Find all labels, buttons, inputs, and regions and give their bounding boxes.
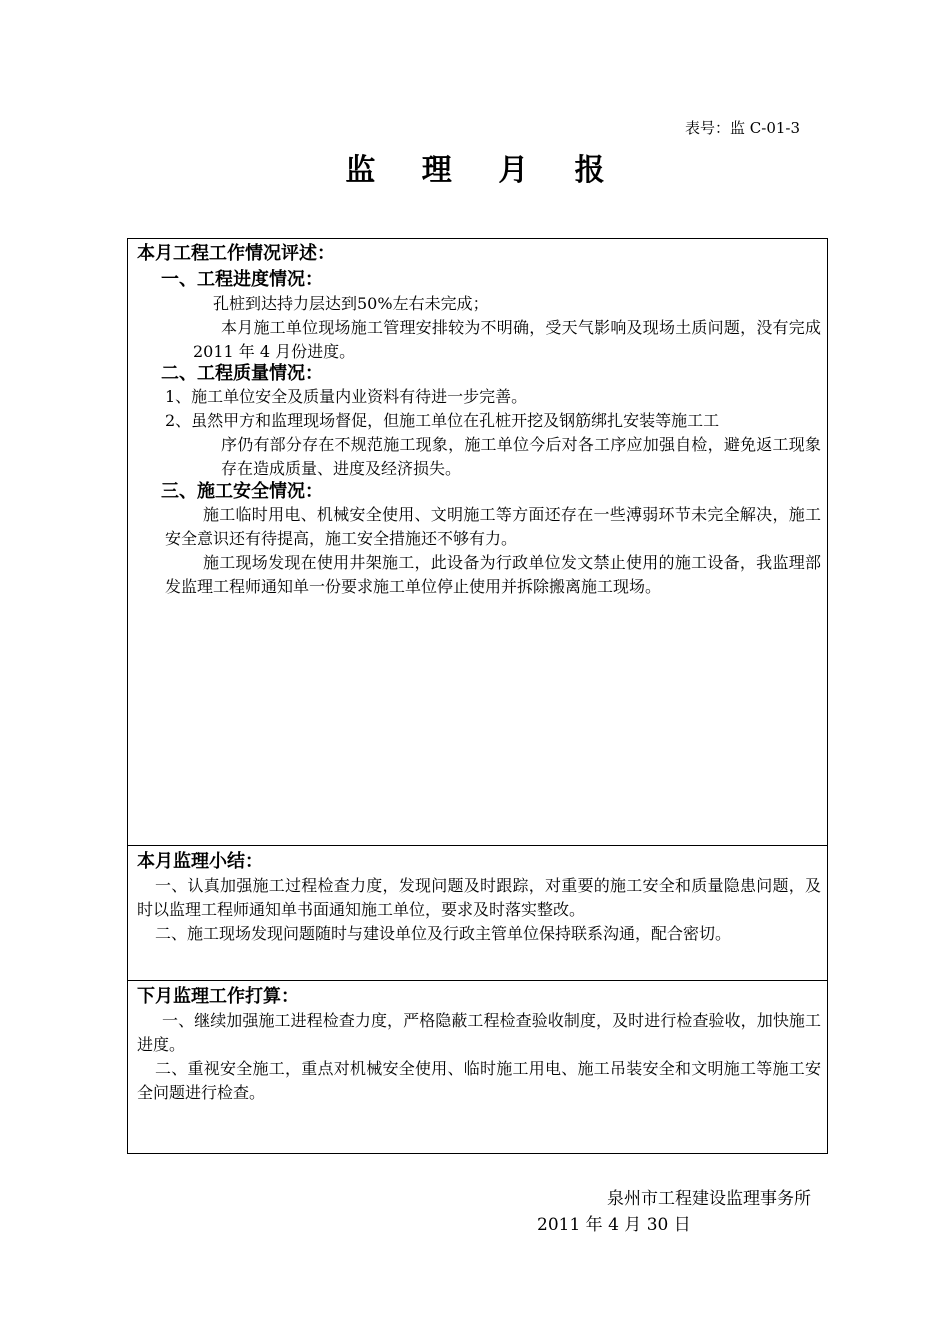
- monthly-summary-heading: 本月监理小结：: [137, 851, 263, 872]
- summary-paragraph-2: 二、施工现场发现问题随时与建设单位及行政主管单位保持联系沟通，配合密切。: [155, 924, 732, 943]
- work-review-section: [128, 239, 827, 846]
- document-title: 监 理 月 报: [345, 153, 623, 188]
- progress-paragraph: 本月施工单位现场施工管理安排较为不明确，受天气影响及现场土质问题，没有完成 2011 年 4 月份进度。: [193, 318, 821, 361]
- safety-heading: 三、施工安全情况：: [161, 481, 323, 502]
- plan-paragraph-1: 一、继续加强施工进程检查力度，严格隐蔽工程检查验收制度，及时进行检查验收，加快施工进度。: [137, 1011, 821, 1054]
- next-month-plan-section: [128, 981, 827, 1153]
- form-code: 表号：监 C-01-3: [685, 119, 801, 137]
- progress-heading: 一、工程进度情况：: [161, 269, 323, 290]
- safety-paragraph-1: 施工临时用电、机械安全使用、文明施工等方面还存在一些溥弱环节未完全解决，施工安全意识还有待提高，施工安全措施还不够有力。: [165, 505, 821, 548]
- report-table: [127, 238, 828, 1154]
- work-review-heading: 本月工程工作情况评述：: [137, 243, 335, 264]
- quality-item-1: 1、施工单位安全及质量内业资料有待进一步完善。: [165, 387, 528, 406]
- summary-paragraph-1: 一、认真加强施工过程检查力度，发现问题及时跟踪，对重要的施工安全和质量隐患问题，及时以监理工程师通知单书面通知施工单位，要求及时落实整改。: [137, 876, 821, 919]
- progress-line-1: 孔桩到达持力层达到50%左右未完成；: [213, 294, 489, 313]
- plan-paragraph-2: 二、重视安全施工，重点对机械安全使用、临时施工用电、施工吊装安全和文明施工等施工安全问题进行检查。: [137, 1059, 821, 1102]
- supervision-organization: 泉州市工程建设监理事务所: [607, 1189, 811, 1209]
- monthly-summary-section: [128, 846, 827, 981]
- safety-paragraph-2: 施工现场发现在使用井架施工，此设备为行政单位发文禁止使用的施工设备，我监理部发监理工程师通知单一份要求施工单位停止使用并拆除搬离施工现场。: [165, 553, 821, 596]
- next-month-plan-heading: 下月监理工作打算：: [137, 986, 299, 1007]
- quality-item-2-rest: 序仍有部分存在不规范施工现象，施工单位今后对各工序应加强自检，避免返工现象存在造成质量、进度及经济损失。: [221, 435, 821, 478]
- quality-heading: 二、工程质量情况：: [161, 363, 323, 384]
- quality-item-2-line-1: 2、虽然甲方和监理现场督促，但施工单位在孔桩开挖及钢筋绑扎安装等施工工: [165, 411, 720, 430]
- report-date: 2011 年 4 月 30 日: [537, 1215, 691, 1235]
